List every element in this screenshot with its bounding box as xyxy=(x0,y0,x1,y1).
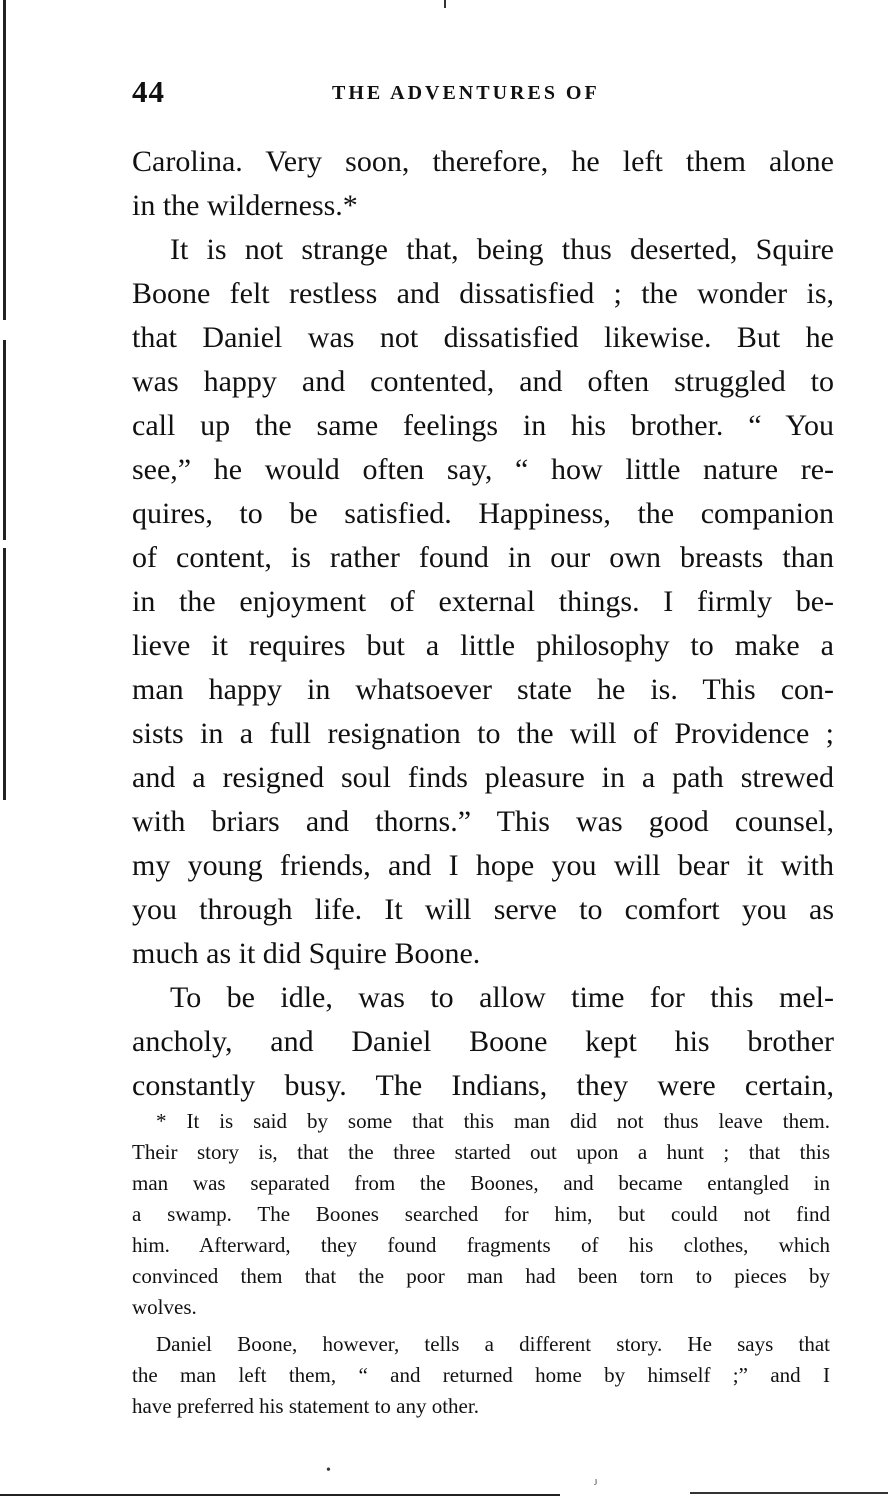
text-line: constantly busy. The Indians, they were certain, xyxy=(132,1069,834,1102)
text-line: that Daniel was not dissatisfied likewise. But he xyxy=(132,321,834,354)
stray-ink-dot: • xyxy=(326,1463,331,1478)
text-line: of content, is rather found in our own breasts than xyxy=(132,541,834,574)
signature-mark: ᴶ xyxy=(594,1478,598,1493)
text-line: you through life. It will serve to comfort you as xyxy=(132,893,834,926)
text-line: Carolina. Very soon, therefore, he left them alone xyxy=(132,145,834,178)
scan-bottom-edge-right xyxy=(690,1492,888,1494)
text-line: in the wilderness.* xyxy=(132,189,358,222)
text-line: To be idle, was to allow time for this mel- xyxy=(170,981,834,1014)
text-line: It is not strange that, being thus deserted, Squire xyxy=(170,233,834,266)
text-line: see,” he would often say, “ how little nature re- xyxy=(132,453,834,486)
footnote-line: Their story is, that the three started out upon a hunt ; that this xyxy=(132,1140,830,1164)
text-line: much as it did Squire Boone. xyxy=(132,937,481,970)
text-line: my young friends, and I hope you will bear it with xyxy=(132,849,834,882)
body-text xyxy=(132,140,834,1108)
running-title: THE ADVENTURES OF xyxy=(332,82,600,104)
footnote-line: have preferred his statement to any other. xyxy=(132,1394,479,1418)
footnote-line: him. Afterward, they found fragments of his clothes, which xyxy=(132,1233,830,1257)
footnote-line: the man left them, “ and returned home by himself ;” and I xyxy=(132,1363,830,1387)
page-number: 44 xyxy=(132,74,165,109)
footnote-line: * It is said by some that this man did not thus leave them. xyxy=(156,1109,830,1133)
footnotes xyxy=(132,1106,830,1422)
running-head xyxy=(132,74,832,114)
footnote-line: man was separated from the Boones, and became entangled in xyxy=(132,1171,830,1195)
text-line: quires, to be satisfied. Happiness, the companion xyxy=(132,497,834,530)
text-line: lieve it requires but a little philosophy to make a xyxy=(132,629,834,662)
footnote-line: a swamp. The Boones searched for him, but could not find xyxy=(132,1202,830,1226)
text-line: and a resigned soul finds pleasure in a path strewed xyxy=(132,761,834,794)
scan-edge-mark xyxy=(444,0,446,8)
footnote-line: Daniel Boone, however, tells a different story. He says that xyxy=(156,1332,830,1356)
text-line: Boone felt restless and dissatisfied ; the wonder is, xyxy=(132,277,834,310)
text-line: call up the same feelings in his brother. “ You xyxy=(132,409,834,442)
text-line: was happy and contented, and often struggled to xyxy=(132,365,834,398)
text-line: ancholy, and Daniel Boone kept his brother xyxy=(132,1025,834,1058)
text-line: in the enjoyment of external things. I firmly be- xyxy=(132,585,834,618)
text-line: man happy in whatsoever state he is. This con- xyxy=(132,673,834,706)
footnote-line: convinced them that the poor man had been torn to pieces by xyxy=(132,1264,830,1288)
text-line: sists in a full resignation to the will of Providence ; xyxy=(132,717,834,750)
footnote-line: wolves. xyxy=(132,1295,197,1319)
scan-bottom-edge xyxy=(0,1494,560,1496)
page-binding-edge xyxy=(3,0,6,800)
text-line: with briars and thorns.” This was good counsel, xyxy=(132,805,834,838)
